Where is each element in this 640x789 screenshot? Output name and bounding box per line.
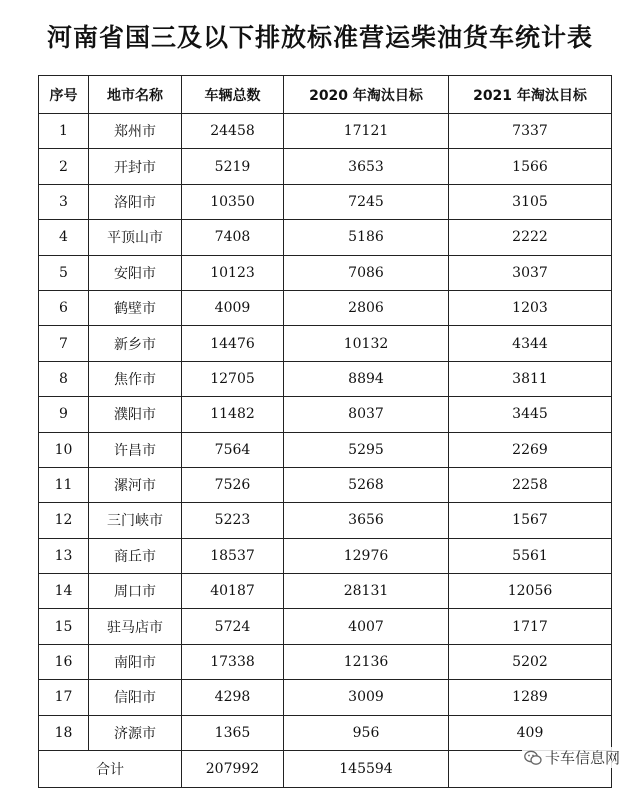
- row-index: 13: [39, 538, 89, 573]
- page-title: 河南省国三及以下排放标准营运柴油货车统计表: [46, 23, 593, 52]
- vehicle-count: 12705: [182, 361, 284, 396]
- row-index: 15: [39, 609, 89, 644]
- table-row: [39, 290, 612, 325]
- city-name: 开封市: [89, 149, 182, 184]
- vehicle-count: 4009: [182, 290, 284, 325]
- target-2021: 409: [449, 715, 612, 750]
- row-index: 18: [39, 715, 89, 750]
- row-index: 5: [39, 255, 89, 290]
- target-2020: 17121: [284, 114, 449, 149]
- row-index: 11: [39, 467, 89, 502]
- row-index: 14: [39, 574, 89, 609]
- row-index: 10: [39, 432, 89, 467]
- column-header: 地市名称: [89, 76, 182, 114]
- table-row: [39, 574, 612, 609]
- city-name: 漯河市: [89, 467, 182, 502]
- column-header: 2021 年淘汰目标: [449, 76, 612, 114]
- table-row: [39, 609, 612, 644]
- target-2021: 3105: [449, 184, 612, 219]
- target-2021: 3445: [449, 397, 612, 432]
- vehicle-count: 5223: [182, 503, 284, 538]
- target-2020: 7245: [284, 184, 449, 219]
- target-2020: 3656: [284, 503, 449, 538]
- table-body: [39, 114, 612, 751]
- target-2020: 7086: [284, 255, 449, 290]
- vehicle-count: 5219: [182, 149, 284, 184]
- city-name: 郑州市: [89, 114, 182, 149]
- target-2020: 2806: [284, 290, 449, 325]
- target-2020: 956: [284, 715, 449, 750]
- target-2020: 4007: [284, 609, 449, 644]
- watermark-text: 卡车信息网: [544, 749, 620, 767]
- target-2020: 5186: [284, 220, 449, 255]
- vehicle-count: 11482: [182, 397, 284, 432]
- vehicle-count: 4298: [182, 680, 284, 715]
- table-row: [39, 184, 612, 219]
- target-2021: 3811: [449, 361, 612, 396]
- vehicle-count: 14476: [182, 326, 284, 361]
- vehicle-count: 18537: [182, 538, 284, 573]
- table-row: [39, 503, 612, 538]
- target-2021: 5202: [449, 644, 612, 679]
- city-name: 济源市: [89, 715, 182, 750]
- city-name: 商丘市: [89, 538, 182, 573]
- vehicle-count: 10123: [182, 255, 284, 290]
- vehicle-count: 7408: [182, 220, 284, 255]
- target-2020: 8894: [284, 361, 449, 396]
- total-label: 合计: [39, 751, 182, 788]
- city-name: 周口市: [89, 574, 182, 609]
- column-header: 车辆总数: [182, 76, 284, 114]
- table-row: [39, 715, 612, 750]
- column-header: 2020 年淘汰目标: [284, 76, 449, 114]
- table-header: [39, 76, 612, 114]
- statistics-table: [38, 75, 612, 788]
- city-name: 平顶山市: [89, 220, 182, 255]
- city-name: 鹤壁市: [89, 290, 182, 325]
- city-name: 驻马店市: [89, 609, 182, 644]
- vehicle-count: 10350: [182, 184, 284, 219]
- row-index: 6: [39, 290, 89, 325]
- target-2020: 5268: [284, 467, 449, 502]
- vehicle-count: 1365: [182, 715, 284, 750]
- table-row: [39, 397, 612, 432]
- city-name: 洛阳市: [89, 184, 182, 219]
- target-2020: 12976: [284, 538, 449, 573]
- table-row: [39, 361, 612, 396]
- table-row: [39, 680, 612, 715]
- table-row: [39, 644, 612, 679]
- city-name: 信阳市: [89, 680, 182, 715]
- table-row: [39, 326, 612, 361]
- target-2020: 28131: [284, 574, 449, 609]
- target-2020: 8037: [284, 397, 449, 432]
- column-header: 序号: [39, 76, 89, 114]
- target-2021: 1289: [449, 680, 612, 715]
- target-2021: 12056: [449, 574, 612, 609]
- vehicle-count: 7526: [182, 467, 284, 502]
- row-index: 1: [39, 114, 89, 149]
- target-2021: 1566: [449, 149, 612, 184]
- vehicle-count: 40187: [182, 574, 284, 609]
- target-2020: 3009: [284, 680, 449, 715]
- target-2021: 1717: [449, 609, 612, 644]
- target-2021: 2222: [449, 220, 612, 255]
- vehicle-count: 7564: [182, 432, 284, 467]
- city-name: 新乡市: [89, 326, 182, 361]
- row-index: 4: [39, 220, 89, 255]
- watermark: [522, 747, 622, 768]
- vehicle-count: 5724: [182, 609, 284, 644]
- city-name: 濮阳市: [89, 397, 182, 432]
- row-index: 3: [39, 184, 89, 219]
- vehicle-count: 24458: [182, 114, 284, 149]
- row-index: 2: [39, 149, 89, 184]
- city-name: 三门峡市: [89, 503, 182, 538]
- target-2021: 2258: [449, 467, 612, 502]
- table-row: [39, 114, 612, 149]
- row-index: 16: [39, 644, 89, 679]
- target-2021: 2269: [449, 432, 612, 467]
- table-row: [39, 432, 612, 467]
- table-row: [39, 220, 612, 255]
- row-index: 9: [39, 397, 89, 432]
- target-2021: 3037: [449, 255, 612, 290]
- target-2020: 3653: [284, 149, 449, 184]
- city-name: 安阳市: [89, 255, 182, 290]
- row-index: 8: [39, 361, 89, 396]
- target-2020: 5295: [284, 432, 449, 467]
- wechat-icon: [524, 750, 542, 766]
- row-index: 7: [39, 326, 89, 361]
- city-name: 南阳市: [89, 644, 182, 679]
- city-name: 焦作市: [89, 361, 182, 396]
- table-row: [39, 149, 612, 184]
- target-2020: 12136: [284, 644, 449, 679]
- total-vehicles: 207992: [182, 751, 284, 788]
- table-row: [39, 255, 612, 290]
- target-2021: 1203: [449, 290, 612, 325]
- table-row: [39, 467, 612, 502]
- header-row: [39, 76, 612, 114]
- target-2020: 10132: [284, 326, 449, 361]
- row-index: 17: [39, 680, 89, 715]
- total-target-2020: 145594: [284, 751, 449, 788]
- target-2021: 4344: [449, 326, 612, 361]
- target-2021: 5561: [449, 538, 612, 573]
- vehicle-count: 17338: [182, 644, 284, 679]
- city-name: 许昌市: [89, 432, 182, 467]
- target-2021: 1567: [449, 503, 612, 538]
- row-index: 12: [39, 503, 89, 538]
- target-2021: 7337: [449, 114, 612, 149]
- table-row: [39, 538, 612, 573]
